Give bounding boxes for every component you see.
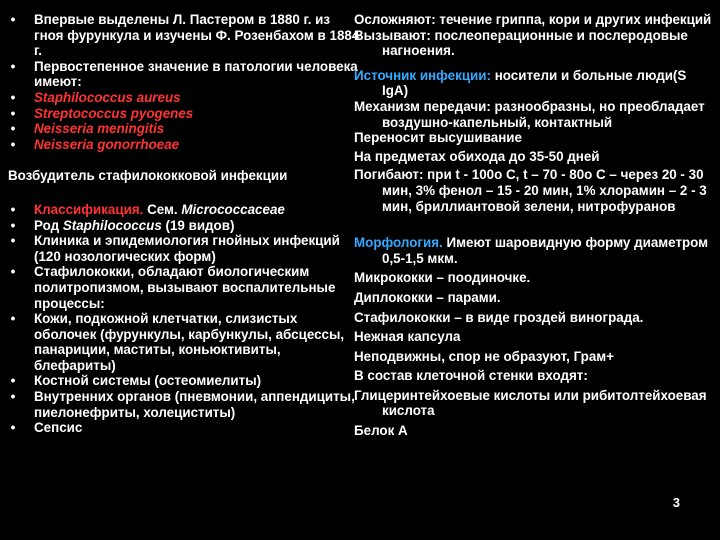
- item-text: Кожи, подкожной клетчатки, слизистых оболочек (фурункулы, карбункулы, абсцессы, панариции, маститы, коньюктивиты, блефариты): [34, 311, 345, 373]
- bullet: •: [10, 311, 16, 327]
- item-text: Стафилококки, обладают биологическим политропизмом, вызывают воспалительные процессы:: [34, 264, 336, 311]
- bullet: •: [10, 373, 16, 389]
- list-item: [8, 106, 360, 122]
- list-item: [8, 373, 360, 389]
- list-item: [8, 420, 360, 436]
- item-text: Костной системы (остеомиелиты): [34, 373, 262, 389]
- item-text: Сем.: [143, 201, 182, 217]
- item-italic: Micrococcaceae: [181, 201, 285, 217]
- right-column: [354, 12, 714, 439]
- objects-text: На предметах обихода до 35-50 дней: [354, 148, 600, 164]
- staphylococci-text: Стафилококки – в виде гроздей винограда.: [354, 309, 644, 325]
- list-item: [8, 90, 360, 106]
- bullet: •: [10, 264, 16, 280]
- list-item: [8, 137, 360, 153]
- morphology-text: Имеют шаровидную форму диаметром 0,5-1,5 мкм.: [382, 235, 709, 266]
- list-item: [8, 389, 360, 420]
- cell-wall-text: В состав клеточной стенки входят:: [354, 368, 588, 384]
- death-text: Погибают: при t - 100o C, t – 70 - 80o C – через 20 - 30 мин, 3% фенол – 15 - 20 мин, 1% хлорамин – 2 - 3 мин, бриллиантовой зелени, нитрофуранов: [354, 167, 707, 214]
- immobile-text: Неподвижны, спор не образуют, Грам+: [354, 348, 615, 364]
- bullet: •: [10, 89, 16, 105]
- diplococci-text: Диплококки – парами.: [354, 289, 501, 305]
- bullet: •: [10, 136, 16, 152]
- list-item: [8, 202, 360, 218]
- item-text: Сепсис: [34, 420, 83, 436]
- protein-a-text: Белок А: [354, 423, 408, 439]
- bullet: •: [10, 201, 16, 217]
- page-number: 3: [672, 495, 680, 510]
- source-paragraph: [354, 68, 714, 99]
- bullet: •: [10, 420, 16, 436]
- item-label: Классификация.: [34, 201, 144, 217]
- list-item: [8, 59, 360, 90]
- cause-text: Вызывают: послеоперационные и послеродовые нагноения.: [354, 27, 688, 59]
- item-text: Streptococcus pyogenes: [34, 105, 194, 121]
- morphology-label: Морфология.: [354, 235, 443, 251]
- bullet: •: [10, 58, 16, 74]
- drying-text: Переносит высушивание: [354, 130, 522, 146]
- item-text: Staphilococcus aureus: [34, 89, 181, 105]
- list-item: [8, 264, 360, 311]
- item-italic: Staphilococcus: [62, 217, 162, 233]
- capsule-text: Нежная капсула: [354, 329, 461, 345]
- list-item: [8, 12, 360, 59]
- bullet: •: [10, 233, 16, 249]
- acids-text: Глицеринтейхоевые кислоты или рибитолтейхоевая кислота: [354, 387, 707, 419]
- list-item: [8, 121, 360, 137]
- source-label: Источник инфекции:: [354, 67, 491, 83]
- micrococci-text: Микрококки – поодиночке.: [354, 270, 531, 286]
- bullet: •: [10, 389, 16, 405]
- item-text: Клиника и эпидемиология гнойных инфекций (120 нозологических форм): [34, 233, 340, 264]
- item-text: Внутренних органов (пневмонии, аппендициты, пиелонефриты, холециститы): [34, 389, 355, 420]
- item-text-post: (19 видов): [161, 217, 235, 233]
- bullet: •: [10, 12, 16, 27]
- complicate-text: Осложняют: течение гриппа, кори и других инфекций: [354, 12, 712, 27]
- mechanism-text: Механизм передачи: разнообразны, но преобладает воздушно-капельный, контактный: [354, 98, 705, 130]
- item-text: Первостепенное значение в патологии человека имеют:: [34, 58, 358, 90]
- section-heading: Возбудитель стафилококковой инфекции: [8, 168, 288, 184]
- list-item: [8, 311, 360, 373]
- item-text: Род: [34, 217, 63, 233]
- item-text: Neisseria meningitis: [34, 121, 165, 137]
- list-item: [8, 233, 360, 264]
- item-text: Впервые выделены Л. Пастером в 1880 г. из гноя фурункула и изучены Ф. Розенбахом в 1884 г.: [34, 12, 360, 59]
- source-text: носители и больные люди(S IgA): [382, 67, 687, 99]
- list-item: [8, 218, 360, 234]
- left-column: [8, 12, 360, 436]
- item-text: Neisseria gonorrhoeae: [34, 136, 180, 152]
- bullet: •: [10, 105, 16, 121]
- morphology-paragraph: [354, 235, 714, 266]
- bullet: •: [10, 217, 16, 233]
- bullet: •: [10, 121, 16, 137]
